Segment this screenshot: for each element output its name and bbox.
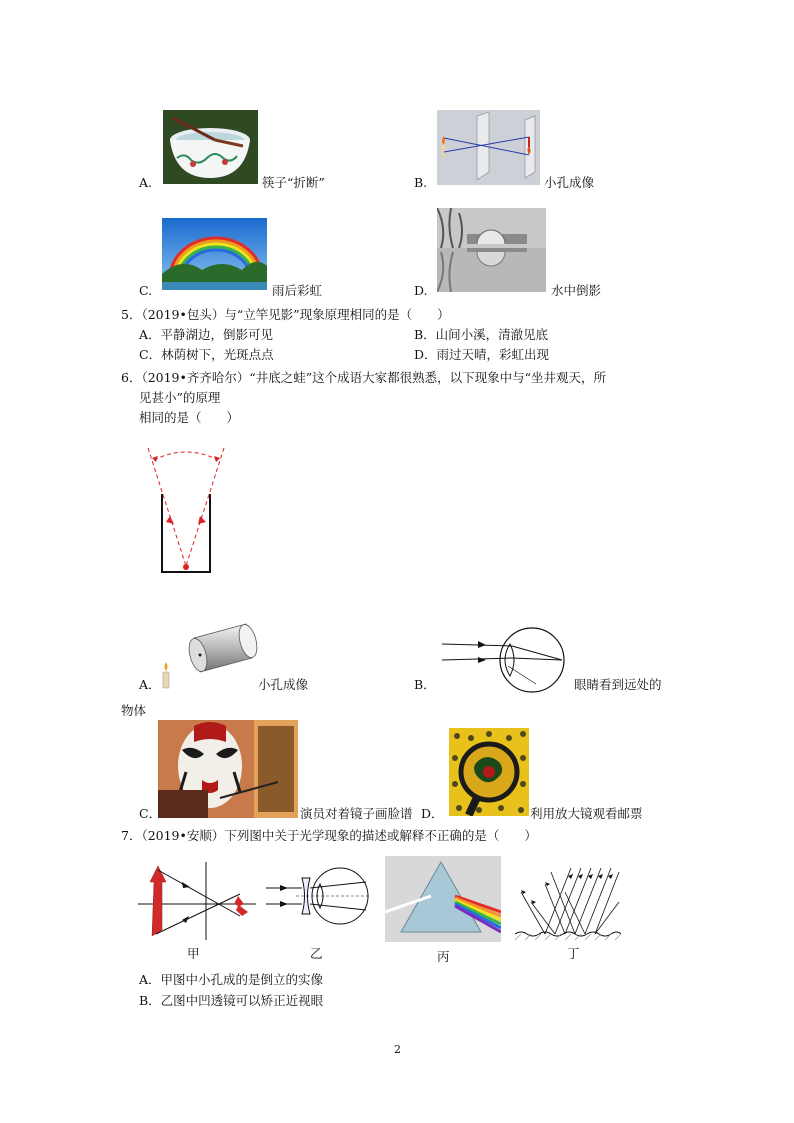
figure-ding-diffuse-reflection (515, 862, 621, 942)
q4-option-d-letter: D. (414, 283, 428, 298)
q6-stem-line3: 相同的是（ ） (139, 410, 240, 425)
magnifier-stamp-image (449, 728, 529, 816)
eye-lens-diagram (438, 622, 570, 704)
q6-option-b-caption-cont: 物体 (121, 703, 147, 718)
q7-stem: 7．（2019•安顺）下列图中关于光学现象的描述或解释不正确的是（ ） (121, 828, 537, 843)
q6-option-b-caption: 眼睛看到远处的 (574, 677, 662, 692)
well-diagram (140, 442, 240, 577)
q5-option-c: C．林荫树下，光斑点点 (139, 347, 274, 362)
q6-option-c-letter: C． (139, 806, 162, 821)
q6-option-a-caption: 小孔成像 (258, 677, 309, 692)
q4-option-c-caption: 雨后彩虹 (272, 283, 323, 298)
q6-option-d-letter: D． (421, 806, 444, 821)
figure-bing-prism (385, 856, 501, 942)
q7-option-a: A．甲图中小孔成的是倒立的实像 (139, 972, 324, 987)
q5-option-a: A．平静湖边，倒影可见 (139, 327, 274, 342)
q6-option-b-letter: B． (414, 677, 436, 692)
figure-label-yi: 乙 (310, 946, 323, 961)
page-number: 2 (394, 1043, 401, 1056)
q4-option-d-caption: 水中倒影 (551, 283, 602, 298)
q6-stem-line1: 6．（2019•齐齐哈尔）“井底之蛙”这个成语大家都很熟悉，以下现象中与“坐井观天，所 (121, 370, 607, 385)
q4-option-b-caption: 小孔成像 (544, 175, 595, 190)
q4-option-c-letter: C. (139, 283, 153, 298)
q6-option-a-letter: A． (139, 677, 161, 692)
water-reflection-image (437, 208, 546, 292)
figure-label-ding: 丁 (567, 946, 580, 961)
opera-mask-image (158, 720, 298, 818)
pinhole-imaging-image (437, 110, 540, 185)
bowl-chopstick-image (163, 110, 258, 184)
figure-jia-pinhole (138, 860, 258, 942)
figure-label-jia: 甲 (187, 946, 200, 961)
rainbow-image (162, 218, 267, 290)
q5-option-d: D．雨过天晴，彩虹出现 (414, 347, 550, 362)
q4-option-b-letter: B. (414, 175, 428, 190)
figure-yi-concave-lens (266, 864, 372, 930)
q6-option-c-caption: 演员对着镜子画脸谱 (300, 806, 413, 821)
pinhole-camera-image (160, 620, 260, 692)
q5-option-b: B．山间小溪，清澈见底 (414, 327, 549, 342)
q5-stem: 5．（2019•包头）与“立竿见影”现象原理相同的是（ ） (121, 307, 450, 322)
figure-label-bing: 丙 (437, 949, 450, 964)
q7-option-b: B．乙图中凹透镜可以矫正近视眼 (139, 993, 324, 1008)
q4-option-a-letter: A. (139, 175, 153, 190)
q4-option-a-caption: 筷子“折断” (262, 175, 325, 190)
q6-option-d-caption: 利用放大镜观看邮票 (530, 806, 643, 821)
q6-stem-line2: 见甚小”的原理 (139, 390, 221, 405)
